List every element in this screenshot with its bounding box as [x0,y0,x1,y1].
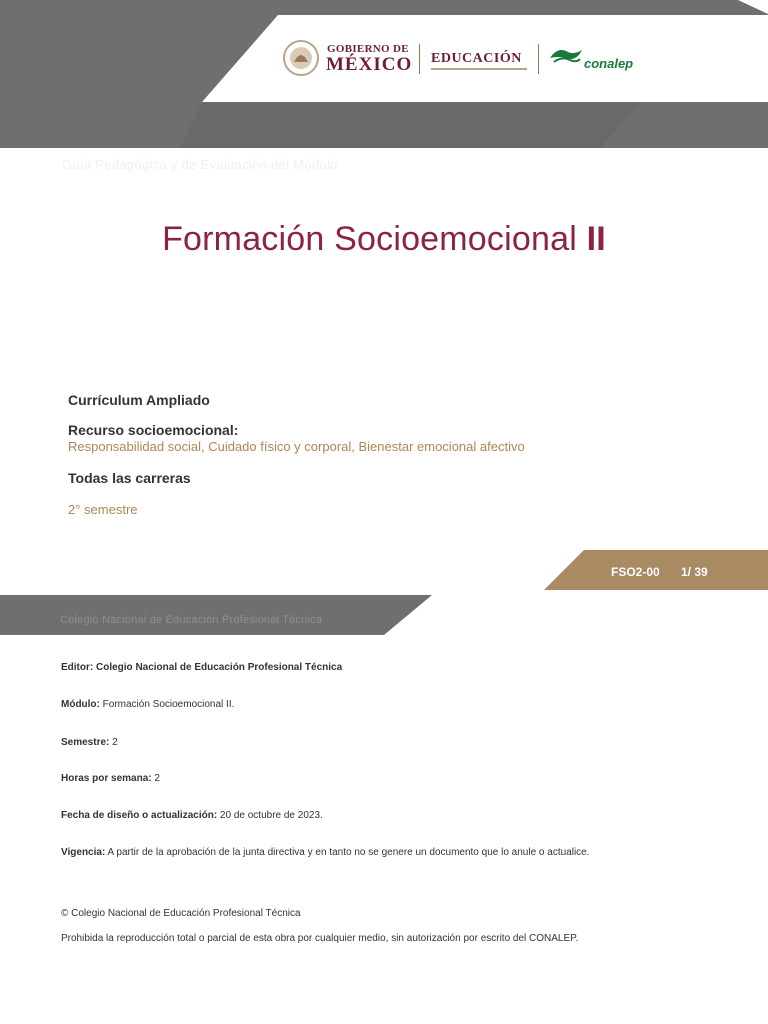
curriculum-label: Currículum Ampliado [68,392,210,408]
semestre-row [61,737,118,748]
institution-name: Colegio Nacional de Educación Profesional Técnica [60,614,323,626]
vigencia-row [61,847,590,858]
logo-divider [538,44,539,74]
document-code: FSO2-00 [611,565,660,579]
educacion-logo-text: EDUCACIÓN [431,51,522,66]
educacion-logo-underline [431,68,527,70]
modulo-label: Módulo: [61,699,100,710]
title-main: Formación Socioemocional [162,220,587,258]
semester-value: 2° semestre [68,502,138,517]
conalep-logo-icon [548,44,584,68]
copyright-text: © Colegio Nacional de Educación Profesional Técnica [61,908,301,919]
modulo-value: Formación Socioemocional II. [99,699,235,710]
logo-divider [419,44,420,74]
horas-row [61,773,160,784]
gobierno-line-1: GOBIERNO DE [327,43,409,55]
mexico-emblem-icon [282,38,320,78]
semestre-value: 2 [109,737,118,748]
title-roman: II [586,220,606,258]
gobierno-line-2: MÉXICO [326,54,413,75]
vigencia-value: A partir de la aprobación de la junta directiva y en tanto no se genere un documento que lo anule o actualice. [105,847,590,858]
fecha-label: Fecha de diseño o actualización: [61,810,218,821]
careers-label: Todas las carreras [68,470,191,486]
vigencia-label: Vigencia: [61,847,106,858]
semestre-label: Semestre: [61,737,110,748]
fecha-value: 20 de octubre de 2023. [217,810,323,821]
recurso-label: Recurso socioemocional: [68,422,239,438]
fecha-row [61,810,323,821]
editor-label: Editor: Colegio Nacional de Educación Profesional Técnica [61,662,343,673]
horas-label: Horas por semana: [61,773,152,784]
page-title [0,220,768,259]
page-number: 1/ 39 [681,565,708,579]
guide-subtitle: Guía Pedagógica y de Evaluación del Módulo [62,157,338,172]
reproduction-notice: Prohibida la reproducción total o parcial de esta obra por cualquier medio, sin autorización por escrito del CONALEP. [61,933,579,944]
recurso-value: Responsabilidad social, Cuidado físico y corporal, Bienestar emocional afectivo [68,439,525,454]
horas-value: 2 [151,773,160,784]
modulo-row [61,699,234,710]
editor-row [61,662,342,673]
conalep-logo-text: conalep [584,56,634,71]
